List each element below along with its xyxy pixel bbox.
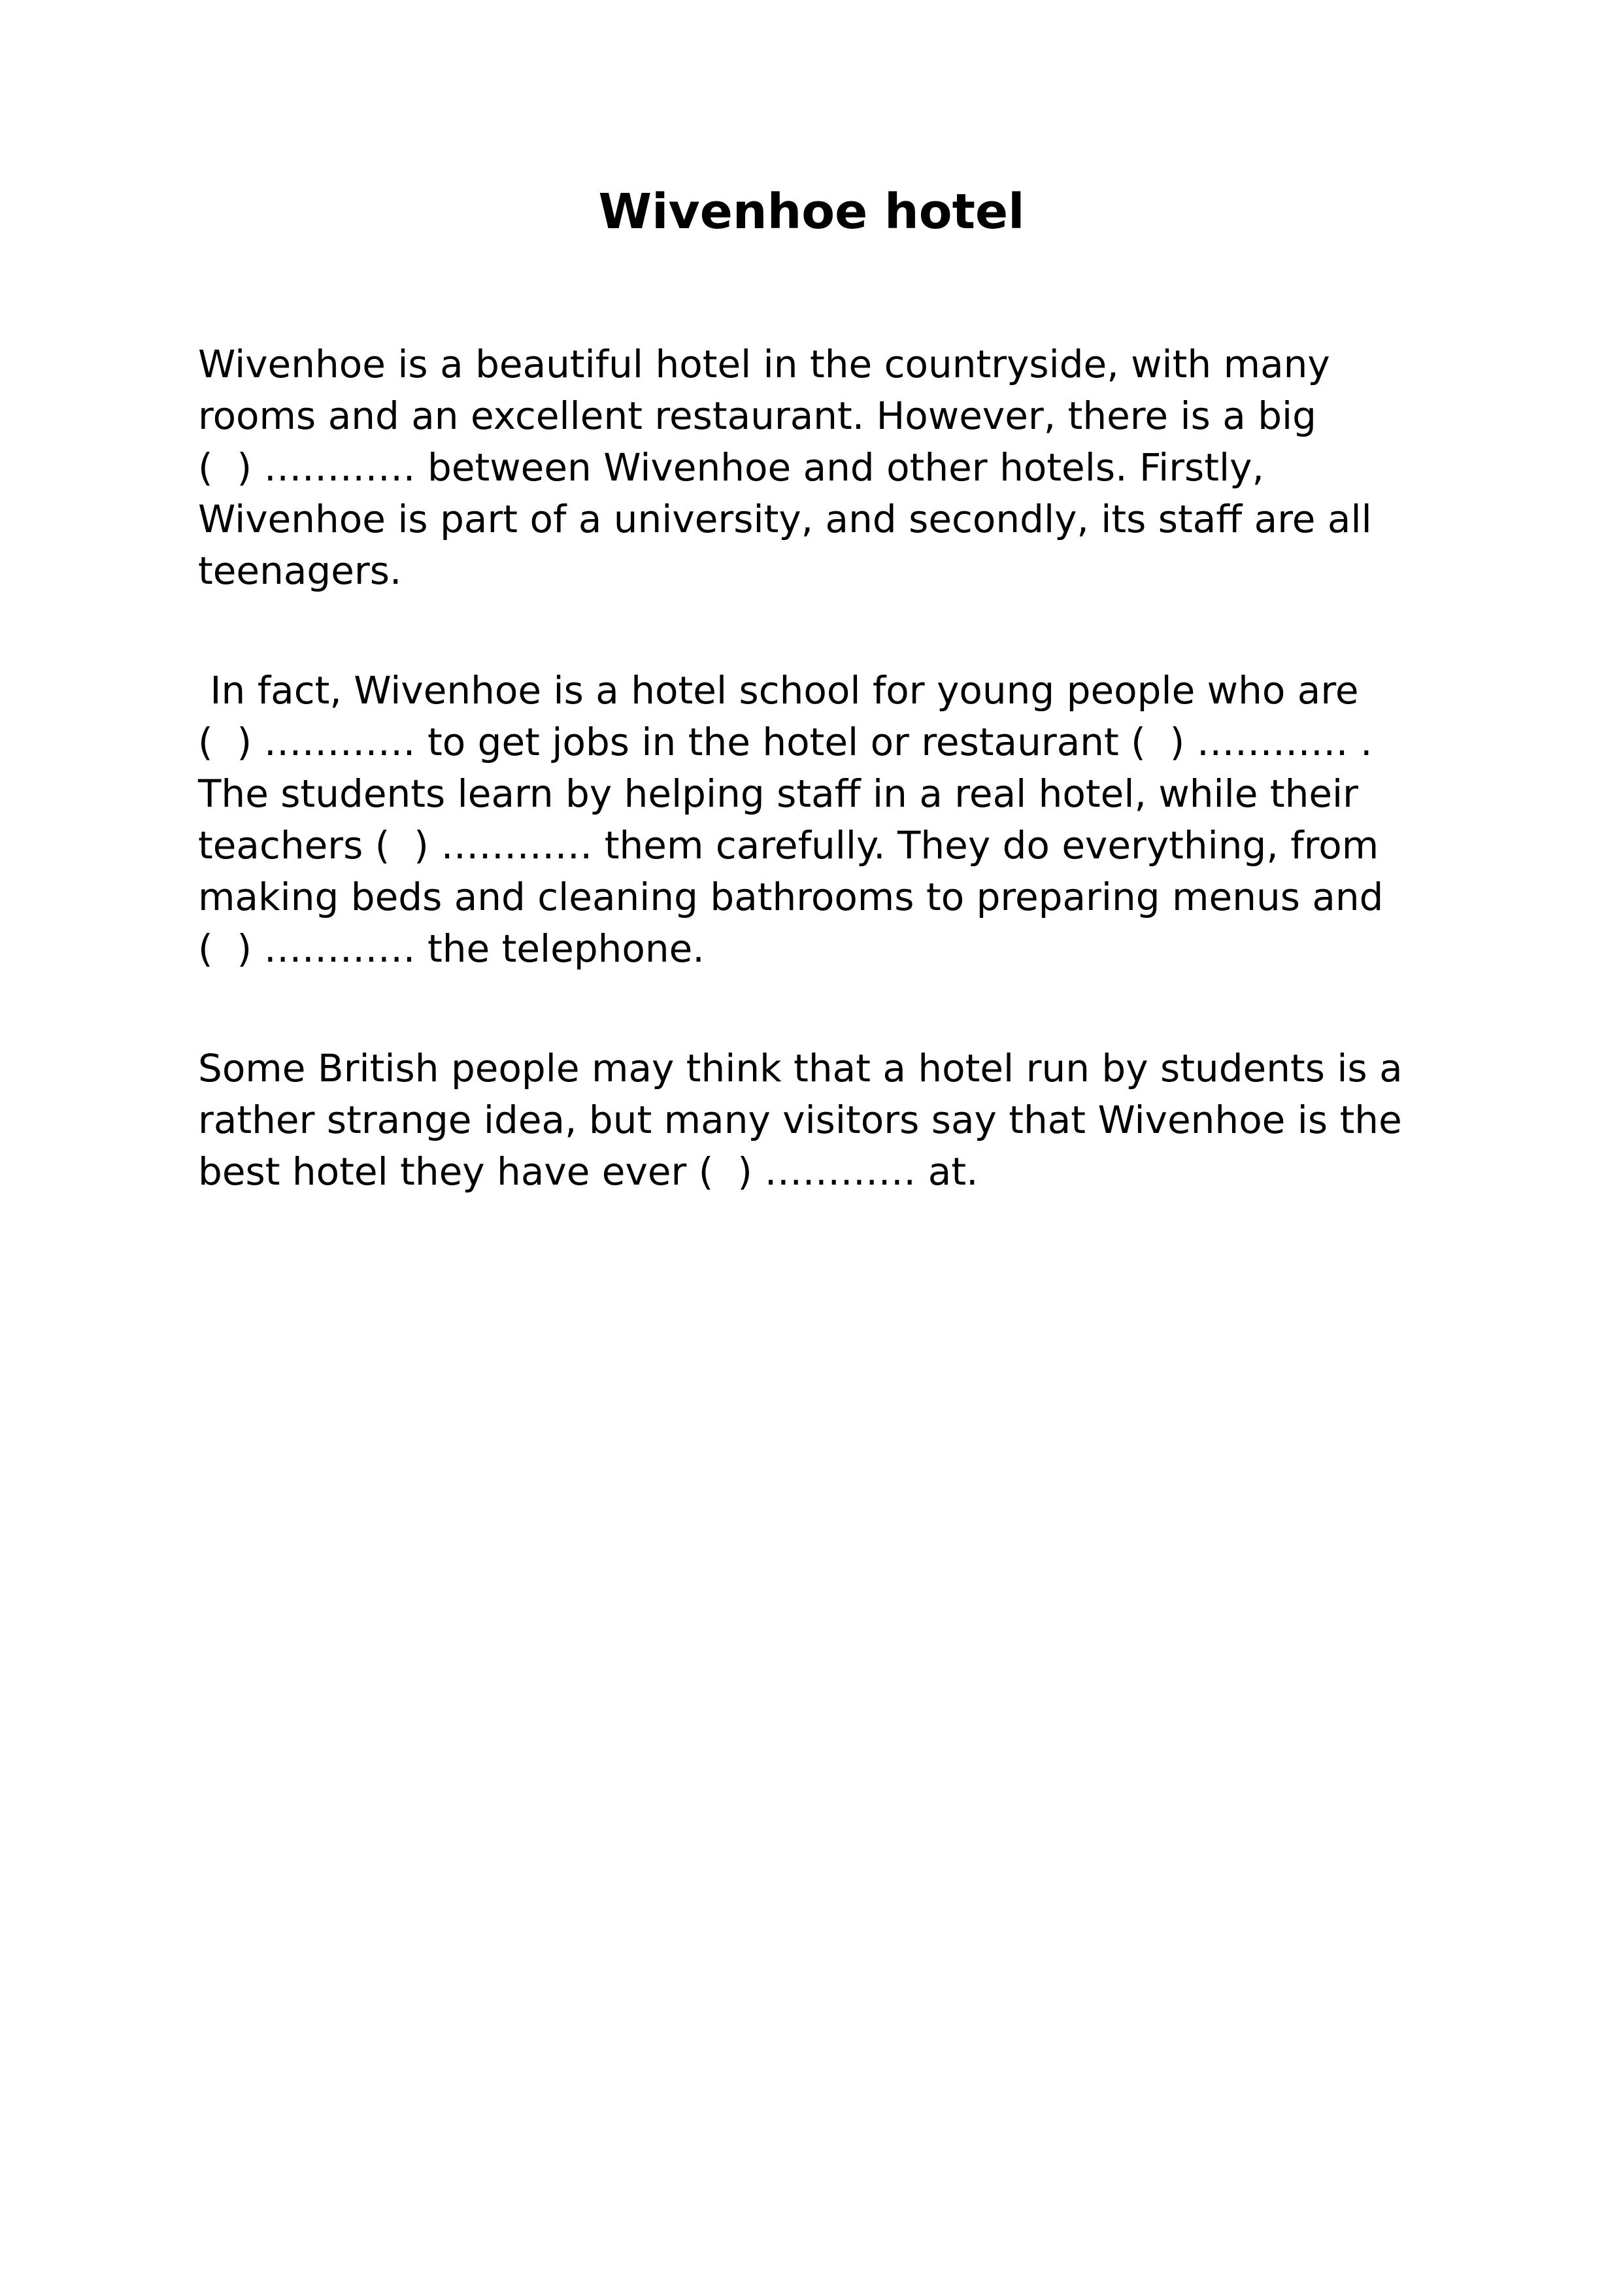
- text-line: Wivenhoe is a beautiful hotel in the countryside, with many: [198, 342, 1330, 386]
- text-line: rather strange idea, but many visitors say that Wivenhoe is the: [198, 1098, 1402, 1142]
- text-line: Wivenhoe is part of a university, and secondly, its staff are all: [198, 497, 1372, 541]
- text-line: ( ) ………… to get jobs in the hotel or restaurant ( ) ………… .: [198, 720, 1373, 764]
- paragraph-conclusion: [198, 1043, 1505, 1198]
- text-line: rooms and an excellent restaurant. However, there is a big: [198, 394, 1316, 438]
- text-line: making beds and cleaning bathrooms to preparing menus and: [198, 875, 1384, 919]
- document-title: Wivenhoe hotel: [598, 184, 1025, 240]
- text-line: teenagers.: [198, 549, 402, 593]
- paragraph-hotel-school: [198, 665, 1505, 975]
- text-line: ( ) ………… the telephone.: [198, 926, 705, 971]
- document-body: [198, 339, 1505, 1198]
- text-line: The students learn by helping staff in a real hotel, while their: [198, 771, 1359, 816]
- text-line: best hotel they have ever ( ) ………… at.: [198, 1149, 979, 1194]
- text-line: Some British people may think that a hotel run by students is a: [198, 1046, 1403, 1090]
- text-line: In fact, Wivenhoe is a hotel school for young people who are: [198, 668, 1359, 713]
- text-line: teachers ( ) ………… them carefully. They do everything, from: [198, 823, 1379, 868]
- text-line: ( ) ………… between Wivenhoe and other hotels. Firstly,: [198, 445, 1264, 490]
- paragraph-intro: [198, 339, 1505, 597]
